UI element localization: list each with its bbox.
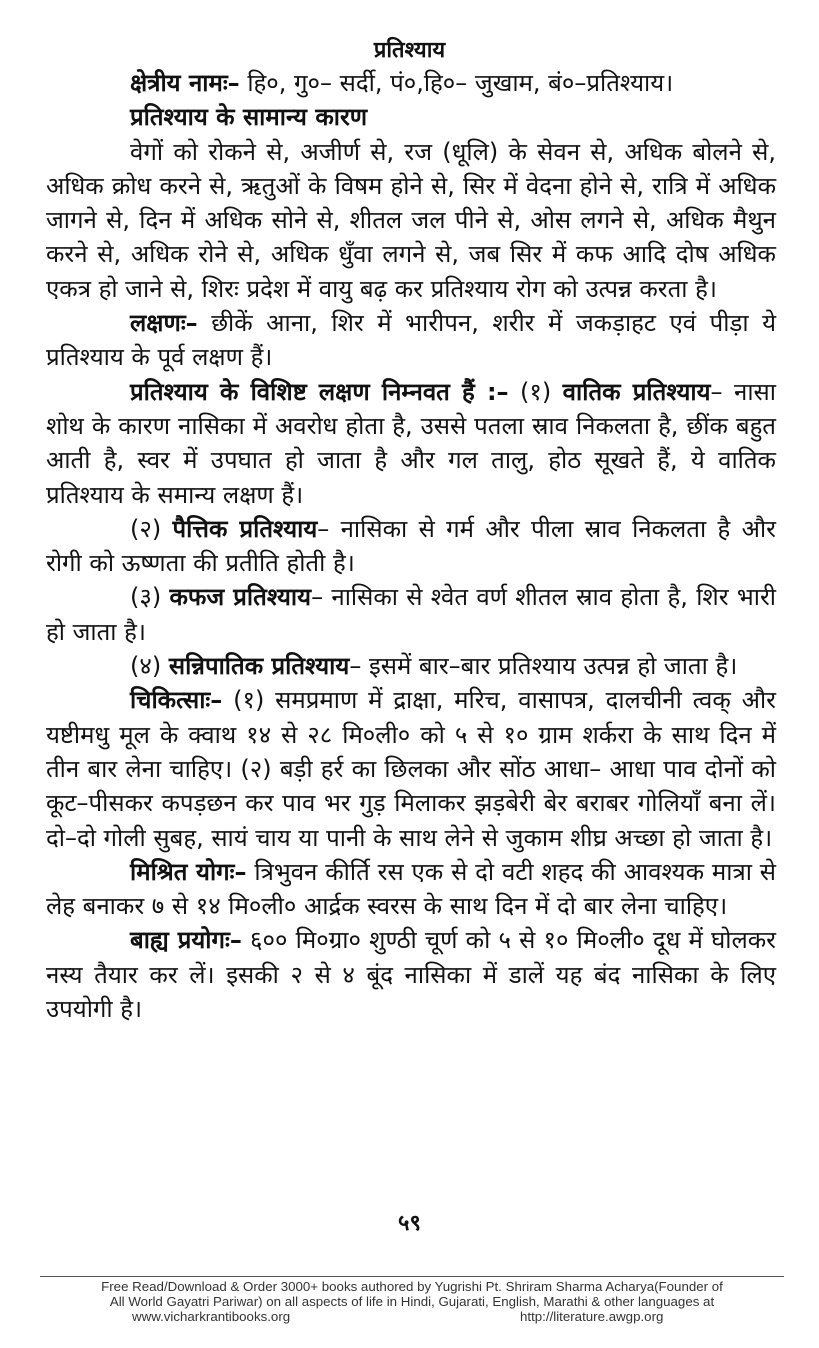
footer-divider [40,1276,784,1277]
treatment-label: चिकित्साः– [130,686,223,715]
external-use-paragraph [46,923,776,1026]
kaphaj-text: – नासिका से श्वेत वर्ण शीतल स्राव होता है, शिर भारी हो जाता है। [46,583,776,646]
sannipatik-paragraph [46,649,776,683]
footer-notice [40,1279,784,1309]
footer-line-1: Free Read/Download & Order 3000+ books authored by Yugrishi Pt. Shriram Sharma Acharya(Founder of [101,1279,723,1294]
regional-names [46,66,776,100]
regional-label: क्षेत्रीय नामः– [130,69,240,97]
paittik-paragraph [46,512,776,581]
external-text: ६०० मि०ग्रा० शुण्ठी चूर्ण को ५ से १० मि०ली० दूध में घोलकर नस्य तैयार कर लें। इसकी २ से ४ बूंद नासिका में डालें यह बंद नासिका के लिए उपयोगी है। [46,926,777,1024]
paittik-text: – नासिका से गर्म और पीला स्राव निकलता है और रोगी को ऊष्णता की प्रतीति होती है। [46,514,776,578]
mixed-label: मिश्रित योगः– [130,857,247,886]
kaphaj-paragraph [46,580,776,649]
vatik-text: – नासा शोथ के कारण नासिका में अवरोध होता है, उससे पतला स्राव निकलता है, छींक बहुत आती है, स्वर में उपघात हो जाता है और गल तालु, होठ सूखते हैं, ये वातिक प्रतिश्याय के समान्य लक्षण हैं। [46,377,776,509]
mixed-text: त्रिभुवन कीर्ति रस एक से दो वटी शहद की आवश्यक मात्रा से लेह बनाकर ७ से १४ मि०ली० आर्द्रक स्वरस के साथ दिन में दो बार लेना चाहिए। [46,857,776,921]
page-title: प्रतिश्याय [373,38,446,63]
kaphaj-number: (३) [130,583,170,612]
types-intro: प्रतिश्याय के विशिष्ट लक्षण निम्नवत हैं :– [130,377,509,406]
footer-link-vicharkranti[interactable]: www.vicharkrantibooks.org [132,1309,291,1324]
symptoms-text: छीकें आना, शिर में भारीपन, शरीर में जकड़ाहट एवं पीड़ा ये प्रतिश्याय के पूर्व लक्षण हैं। [46,309,776,372]
treatment-text: (१) समप्रमाण में द्राक्षा, मरिच, वासापत्र, दालचीनी त्वक् और यष्टीमधु मूल के क्वाथ १४ से २८ मि०ली० को ५ से १० ग्राम शर्करा के साथ दिन में तीन बार लेना चाहिए। (२) बड़ी हर्र का छिलका और सोंठ आधा– आधा पाव दोनों को कूट–पीसकर कपड़छन कर पाव भर गुड़ मिलाकर झड़बेरी बेर बराबर गोलियाँ बना लें। दो–दो गोली सुबह, सायं चाय या पानी के साथ लेने से जुकाम शीघ्र अच्छा हो जाता है। [46,686,776,852]
page-body [46,66,776,1026]
causes-paragraph: वेगों को रोकने से, अजीर्ण से, रज (धूलि) के सेवन से, अधिक बोलने से, अधिक क्रोध करने से, ऋतुओं के विषम होने से, सिर में वेदना होने से, रात्रि में अधिक जागने से, दिन में अधिक सोने से, शीतल जल पीने से, ओस लगने से, अधिक मैथुन करने से, अधिक रोने से, अधिक धुँवा लगने से, जब सिर में कफ आदि दोष अधिक एकत्र हो जाने से, शिरः प्रदेश में वायु बढ़ कर प्रतिश्याय रोग को उत्पन्न करता है। [46,137,776,303]
page-number: ५९ [398,1211,421,1236]
causes-heading: प्रतिश्याय के सामान्य कारण [130,103,368,132]
sannipatik-number: (४) [130,652,169,681]
kaphaj-label: कफज प्रतिश्याय [169,583,312,612]
regional-text: हि०, गु०– सर्दी, पं०,हि०– जुखाम, बं०–प्रतिश्याय। [239,69,674,97]
paittik-label: पैत्तिक प्रतिश्याय [172,514,318,543]
paittik-number: (२) [130,514,173,543]
vatik-label: वातिक प्रतिश्याय [562,377,711,406]
footer-link-awgp[interactable]: http://literature.awgp.org [520,1309,664,1324]
mixed-formula-paragraph [46,855,776,924]
sannipatik-label: सन्निपातिक प्रतिश्याय [168,652,350,681]
symptoms-label: लक्षणः– [130,309,198,338]
vatik-paragraph [46,375,776,512]
external-label: बाह्य प्रयोगः– [130,926,242,955]
vatik-number: (१) [508,377,563,406]
symptoms-paragraph [46,306,776,375]
treatment-paragraph [46,683,776,854]
sannipatik-text: – इसमें बार–बार प्रतिश्याय उत्पन्न हो जाता है। [349,652,738,681]
footer-line-2: All World Gayatri Pariwar) on all aspects of life in Hindi, Gujarati, English, Marathi & other languages at [109,1294,715,1309]
